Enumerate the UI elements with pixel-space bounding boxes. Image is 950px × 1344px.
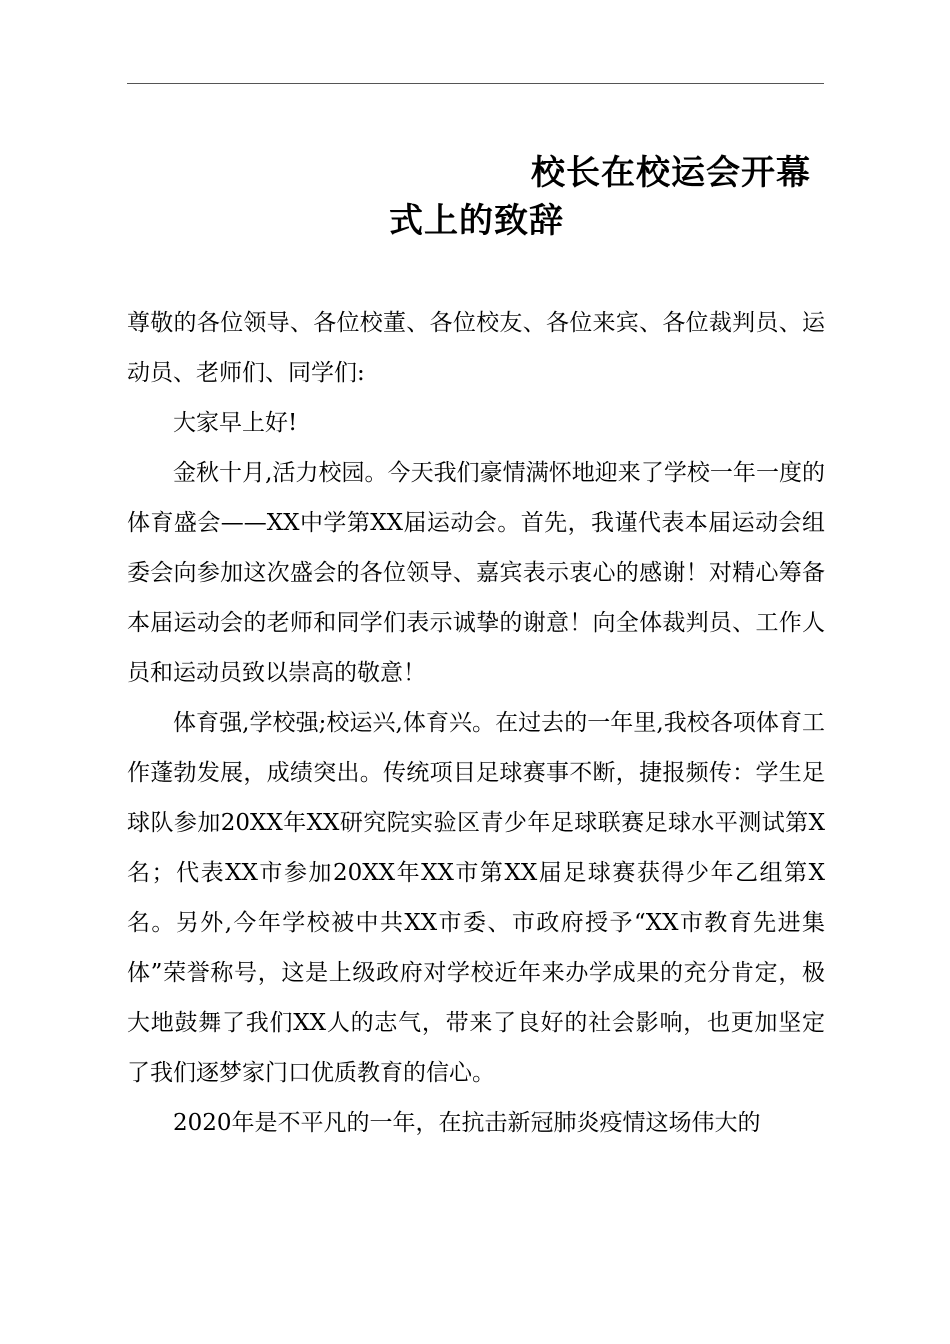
paragraph-2020: 2020年是不平凡的一年，在抗击新冠肺炎疫情这场伟大的 bbox=[173, 1110, 761, 1136]
paragraph-greeting: 大家早上好! bbox=[173, 410, 298, 436]
paragraph-opening: 金秋十月,活力校园。今天我们豪情满怀地迎来了学校一年一度的体育盛会——XX中学第XX届运动会。首先，我谨代表本届运动会组委会向参加这次盛会的各位领导、嘉宾表示衷心的感谢！对精心筹备本届运动会的老师和同学们表示诚挚的谢意！向全体裁判员、工作人员和运动员致以崇高的敬意！ bbox=[127, 460, 825, 686]
document-title-line-1: 校长在校运会开幕 bbox=[531, 153, 811, 193]
salutation: 尊敬的各位领导、各位校董、各位校友、各位来宾、各位裁判员、运动员、老师们、同学们: bbox=[127, 310, 825, 386]
document-title-line-2: 式上的致辞 bbox=[389, 201, 564, 241]
paragraph-achievements: 体育强,学校强;校运兴,体育兴。在过去的一年里,我校各项体育工作蓬勃发展，成绩突出。传统项目足球赛事不断，捷报频传：学生足球队参加20XX年XX研究院实验区青少年足球联赛足球水平测试第X名；代表XX市参加20XX年XX市第XX届足球赛获得少年乙组第X名。另外,今年学校被中共XX市委、市政府授予“XX市教育先进集体”荣誉称号，这是上级政府对学校近年来办学成果的充分肯定，极大地鼓舞了我们XX人的志气，带来了良好的社会影响，也更加坚定了我们逐梦家门口优质教育的信心。 bbox=[127, 710, 825, 1086]
document-body bbox=[127, 298, 825, 1148]
header-rule bbox=[127, 83, 824, 84]
